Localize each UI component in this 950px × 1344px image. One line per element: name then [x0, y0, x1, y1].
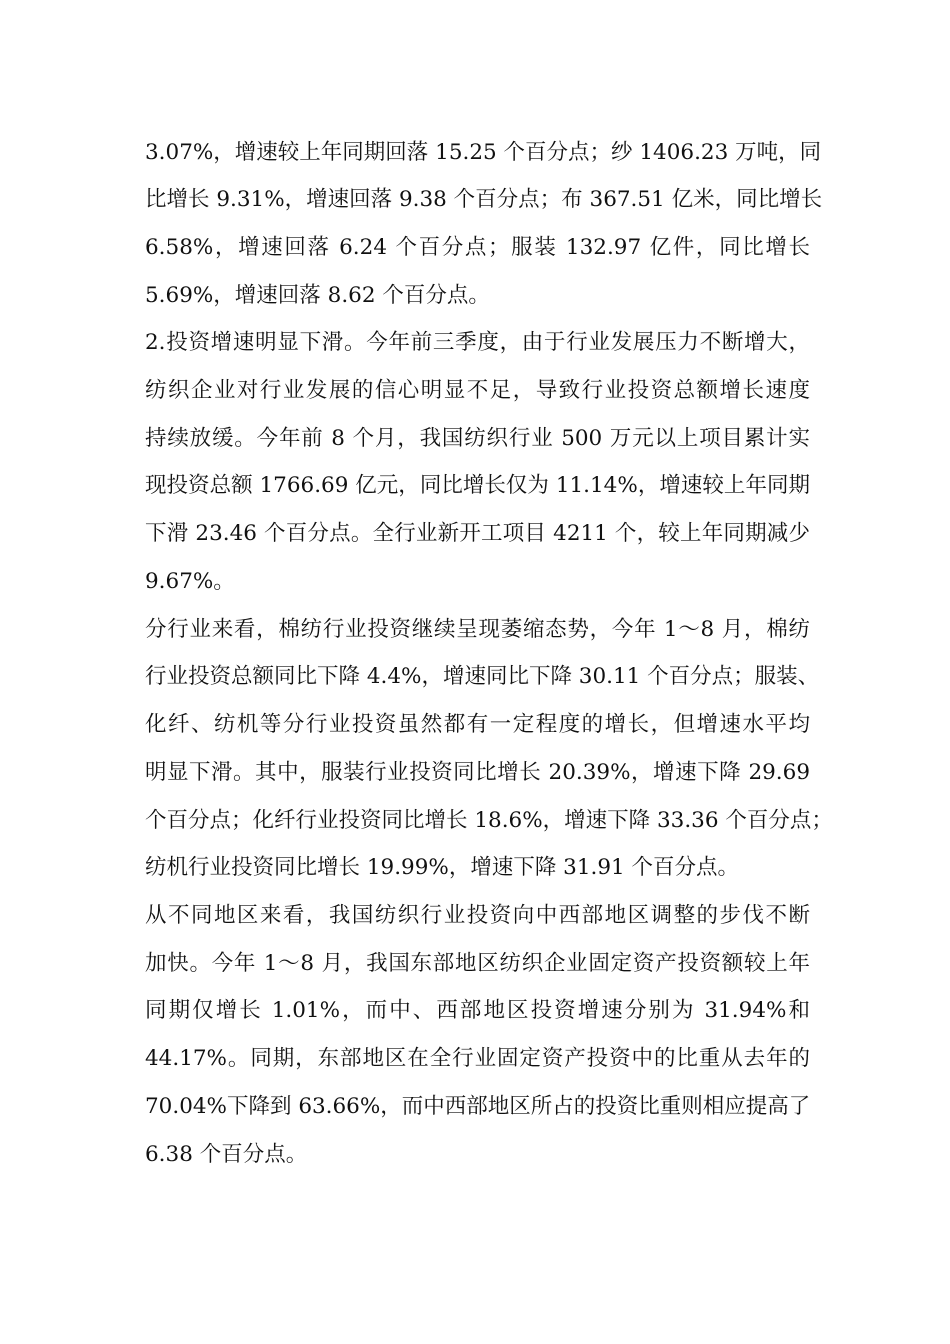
text-line: 现投资总额 1766.69 亿元，同比增长仅为 11.14%，增速较上年同期 — [145, 473, 810, 498]
text-line: 2.投资增速明显下滑。今年前三季度，由于行业发展压力不断增大， — [145, 330, 810, 355]
text-line: 比增长 9.31%，增速回落 9.38 个百分点；布 367.51 亿米，同比增长 — [145, 187, 823, 212]
text-line: 纺机行业投资同比增长 19.99%，增速下降 31.91 个百分点。 — [145, 855, 740, 880]
text-line: 下滑 23.46 个百分点。全行业新开工项目 4211 个，较上年同期减少 — [145, 521, 810, 546]
text-line: 持续放缓。今年前 8 个月，我国纺织行业 500 万元以上项目累计实 — [145, 426, 810, 451]
text-line: 分行业来看，棉纺行业投资继续呈现萎缩态势，今年 1～8 月，棉纺 — [145, 617, 810, 642]
text-line: 纺织企业对行业发展的信心明显不足，导致行业投资总额增长速度 — [145, 378, 810, 403]
text-line: 同期仅增长 1.01%，而中、西部地区投资增速分别为 31.94%和 — [145, 998, 810, 1023]
text-line: 9.67%。 — [145, 569, 235, 594]
text-line: 70.04%下降到 63.66%，而中西部地区所占的投资比重则相应提高了 — [145, 1094, 811, 1119]
text-line: 明显下滑。其中，服装行业投资同比增长 20.39%，增速下降 29.69 — [145, 760, 810, 785]
text-line: 6.58%，增速回落 6.24 个百分点；服装 132.97 亿件，同比增长 — [145, 235, 810, 260]
text-line: 6.38 个百分点。 — [145, 1142, 308, 1167]
text-line: 个百分点；化纤行业投资同比增长 18.6%，增速下降 33.36 个百分点； — [145, 808, 833, 833]
text-line: 44.17%。同期，东部地区在全行业固定资产投资中的比重从去年的 — [145, 1046, 810, 1071]
text-line: 从不同地区来看，我国纺织行业投资向中西部地区调整的步伐不断 — [145, 903, 810, 928]
text-line: 5.69%，增速回落 8.62 个百分点。 — [145, 283, 490, 308]
text-line: 化纤、纺机等分行业投资虽然都有一定程度的增长，但增速水平均 — [145, 712, 810, 737]
text-line: 加快。今年 1～8 月，我国东部地区纺织企业固定资产投资额较上年 — [145, 951, 810, 976]
text-line: 行业投资总额同比下降 4.4%，增速同比下降 30.11 个百分点；服装、 — [145, 664, 820, 689]
text-line: 3.07%，增速较上年同期回落 15.25 个百分点；纱 1406.23 万吨，同 — [145, 140, 822, 165]
